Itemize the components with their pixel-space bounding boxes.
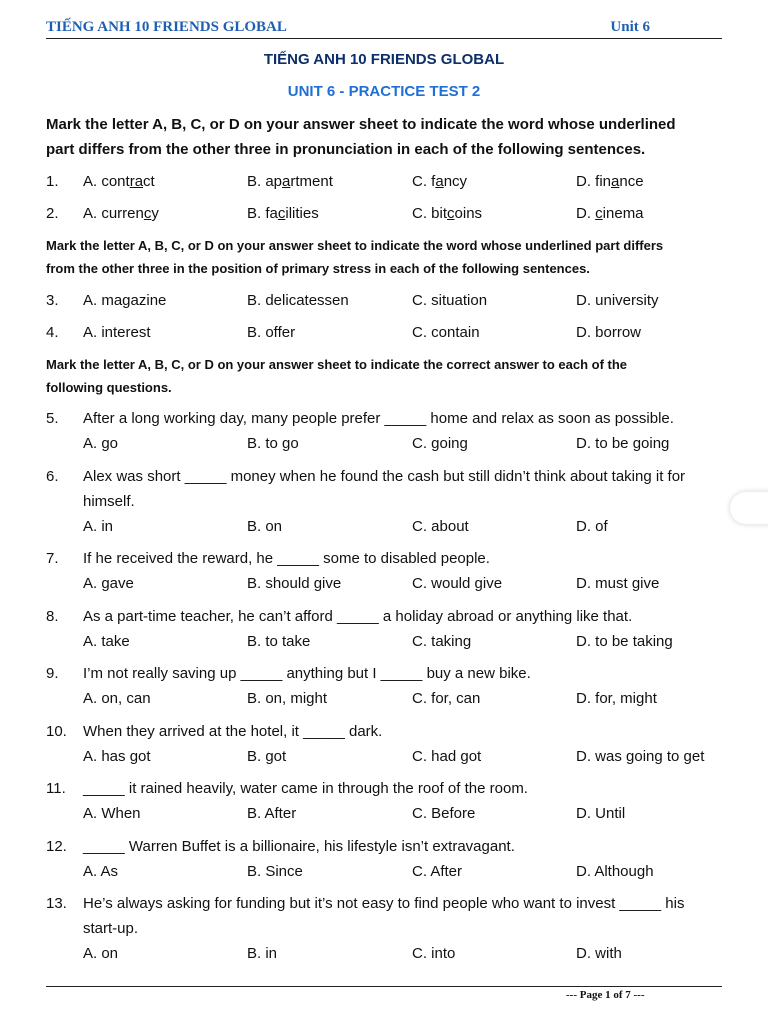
header-unit: Unit 6 bbox=[610, 19, 650, 35]
option-b[interactable]: B. should give bbox=[247, 575, 342, 592]
option-b[interactable]: B. in bbox=[247, 945, 278, 962]
option-c[interactable]: C. Before bbox=[412, 805, 476, 822]
answer-options bbox=[83, 514, 743, 539]
option-a[interactable]: A. take bbox=[83, 633, 130, 650]
question-stem: After a long working day, many people prefer _____ home and relax as soon as possible. bbox=[83, 410, 674, 427]
option-b[interactable]: B. on, might bbox=[247, 690, 328, 707]
answer-options bbox=[83, 431, 743, 456]
question-stem bbox=[83, 891, 723, 941]
stem-line: Alex was short _____ money when he found the cash but still didn’t think about taking it for bbox=[83, 468, 686, 485]
option-b[interactable]: B. offer bbox=[247, 324, 296, 341]
option-d[interactable]: D. with bbox=[576, 945, 622, 962]
option-d[interactable]: D. for, might bbox=[576, 690, 657, 707]
option-d[interactable]: D. cinema bbox=[576, 205, 644, 222]
option-c[interactable]: C. going bbox=[412, 435, 468, 452]
question-6 bbox=[46, 464, 726, 539]
question-number: 12. bbox=[46, 838, 67, 855]
question-number: 1. bbox=[46, 173, 59, 190]
option-d[interactable]: D. of bbox=[576, 518, 608, 535]
option-a[interactable]: A. interest bbox=[83, 324, 151, 341]
option-c[interactable]: C. for, can bbox=[412, 690, 481, 707]
question-number: 13. bbox=[46, 895, 67, 912]
question-stem bbox=[83, 464, 723, 514]
document-subtitle: UNIT 6 - PRACTICE TEST 2 bbox=[287, 83, 481, 100]
option-b[interactable]: B. Since bbox=[247, 863, 303, 880]
option-a[interactable]: A. currency bbox=[83, 205, 159, 222]
instruction-line: from the other three in the position of primary stress in each of the following sentences. bbox=[46, 261, 590, 276]
option-b[interactable]: B. to take bbox=[247, 633, 311, 650]
instruction-line: part differs from the other three in pronunciation in each of the following sentences. bbox=[46, 141, 646, 158]
footer-divider bbox=[46, 986, 722, 987]
answer-options bbox=[83, 201, 743, 226]
option-d[interactable]: D. Although bbox=[576, 863, 654, 880]
question-4 bbox=[46, 320, 726, 345]
question-7 bbox=[46, 546, 726, 596]
question-2 bbox=[46, 201, 726, 226]
option-d[interactable]: D. borrow bbox=[576, 324, 642, 341]
question-number: 7. bbox=[46, 550, 59, 567]
question-12 bbox=[46, 834, 726, 884]
option-b[interactable]: B. facilities bbox=[247, 205, 319, 222]
stem-line: start-up. bbox=[83, 920, 139, 937]
option-d[interactable]: D. was going to get bbox=[576, 748, 705, 765]
option-b[interactable]: B. apartment bbox=[247, 173, 333, 190]
answer-options bbox=[83, 744, 743, 769]
question-stem: If he received the reward, he _____ some to disabled people. bbox=[83, 550, 490, 567]
option-c[interactable]: C. contain bbox=[412, 324, 480, 341]
option-a[interactable]: A. has got bbox=[83, 748, 151, 765]
option-c[interactable]: C. had got bbox=[412, 748, 482, 765]
answer-options bbox=[83, 169, 743, 194]
instruction-line: Mark the letter A, B, C, or D on your answer sheet to indicate the word whose underlined bbox=[46, 116, 676, 133]
instruction-line: Mark the letter A, B, C, or D on your answer sheet to indicate the correct answer to each of the bbox=[46, 357, 628, 372]
option-a[interactable]: A. on bbox=[83, 945, 119, 962]
question-number: 2. bbox=[46, 205, 59, 222]
answer-options bbox=[83, 859, 743, 884]
option-d[interactable]: D. must give bbox=[576, 575, 660, 592]
instruction-line: Mark the letter A, B, C, or D on your answer sheet to indicate the word whose underlined part differs bbox=[46, 238, 664, 253]
header-book-title: TIẾNG ANH 10 FRIENDS GLOBAL bbox=[46, 19, 287, 35]
instruction-line: following questions. bbox=[46, 380, 172, 395]
option-b[interactable]: B. delicatessen bbox=[247, 292, 349, 309]
question-number: 6. bbox=[46, 468, 59, 485]
question-11 bbox=[46, 776, 726, 826]
question-stem: As a part-time teacher, he can’t afford _____ a holiday abroad or anything like that. bbox=[83, 608, 633, 625]
option-a[interactable]: A. go bbox=[83, 435, 119, 452]
answer-options bbox=[83, 320, 743, 345]
stem-line: himself. bbox=[83, 493, 135, 510]
option-a[interactable]: A. magazine bbox=[83, 292, 167, 309]
option-a[interactable]: A. in bbox=[83, 518, 114, 535]
option-a[interactable]: A. on, can bbox=[83, 690, 151, 707]
question-stem: _____ Warren Buffet is a billionaire, his lifestyle isn’t extravagant. bbox=[83, 838, 515, 855]
option-c[interactable]: C. about bbox=[412, 518, 469, 535]
answer-options bbox=[83, 629, 743, 654]
option-d[interactable]: D. finance bbox=[576, 173, 644, 190]
option-b[interactable]: B. After bbox=[247, 805, 297, 822]
answer-options bbox=[83, 686, 743, 711]
answer-options bbox=[83, 288, 743, 313]
option-a[interactable]: A. gave bbox=[83, 575, 134, 592]
question-number: 9. bbox=[46, 665, 59, 682]
option-a[interactable]: A. contract bbox=[83, 173, 155, 190]
question-10 bbox=[46, 719, 726, 769]
option-d[interactable]: D. to be taking bbox=[576, 633, 673, 650]
option-c[interactable]: C. taking bbox=[412, 633, 472, 650]
document-title: TIẾNG ANH 10 FRIENDS GLOBAL bbox=[263, 51, 505, 68]
question-1 bbox=[46, 169, 726, 194]
option-d[interactable]: D. Until bbox=[576, 805, 626, 822]
option-c[interactable]: C. into bbox=[412, 945, 456, 962]
option-d[interactable]: D. to be going bbox=[576, 435, 670, 452]
section-instruction-stress bbox=[46, 234, 736, 280]
page-header bbox=[46, 18, 722, 39]
question-13 bbox=[46, 891, 726, 966]
answer-options bbox=[83, 571, 743, 596]
question-number: 11. bbox=[46, 780, 66, 797]
option-c[interactable]: C. situation bbox=[412, 292, 488, 309]
option-a[interactable]: A. As bbox=[83, 863, 119, 880]
option-c[interactable]: C. fancy bbox=[412, 173, 468, 190]
option-b[interactable]: B. got bbox=[247, 748, 287, 765]
option-c[interactable]: C. bitcoins bbox=[412, 205, 483, 222]
question-number: 5. bbox=[46, 410, 59, 427]
question-5 bbox=[46, 406, 726, 456]
question-stem: I’m not really saving up _____ anything but I _____ buy a new bike. bbox=[83, 665, 531, 682]
question-number: 3. bbox=[46, 292, 59, 309]
question-number: 10. bbox=[46, 723, 67, 740]
answer-options bbox=[83, 801, 743, 826]
section-instruction-grammar bbox=[46, 353, 736, 399]
question-number: 8. bbox=[46, 608, 59, 625]
question-number: 4. bbox=[46, 324, 59, 341]
page-number: --- Page 1 of 7 --- bbox=[566, 989, 645, 1001]
option-d[interactable]: D. university bbox=[576, 292, 659, 309]
question-9 bbox=[46, 661, 726, 711]
section-instruction-pronunciation bbox=[46, 112, 736, 162]
question-stem: When they arrived at the hotel, it _____ dark. bbox=[83, 723, 383, 740]
answer-options bbox=[83, 941, 743, 966]
option-b[interactable]: B. to go bbox=[247, 435, 299, 452]
question-8 bbox=[46, 604, 726, 654]
option-b[interactable]: B. on bbox=[247, 518, 283, 535]
question-stem: _____ it rained heavily, water came in through the roof of the room. bbox=[83, 780, 528, 797]
side-panel-handle[interactable] bbox=[730, 492, 768, 524]
option-a[interactable]: A. When bbox=[83, 805, 141, 822]
option-c[interactable]: C. would give bbox=[412, 575, 503, 592]
option-c[interactable]: C. After bbox=[412, 863, 463, 880]
stem-line: He’s always asking for funding but it’s not easy to find people who want to invest _____ his bbox=[83, 895, 685, 912]
question-3 bbox=[46, 288, 726, 313]
